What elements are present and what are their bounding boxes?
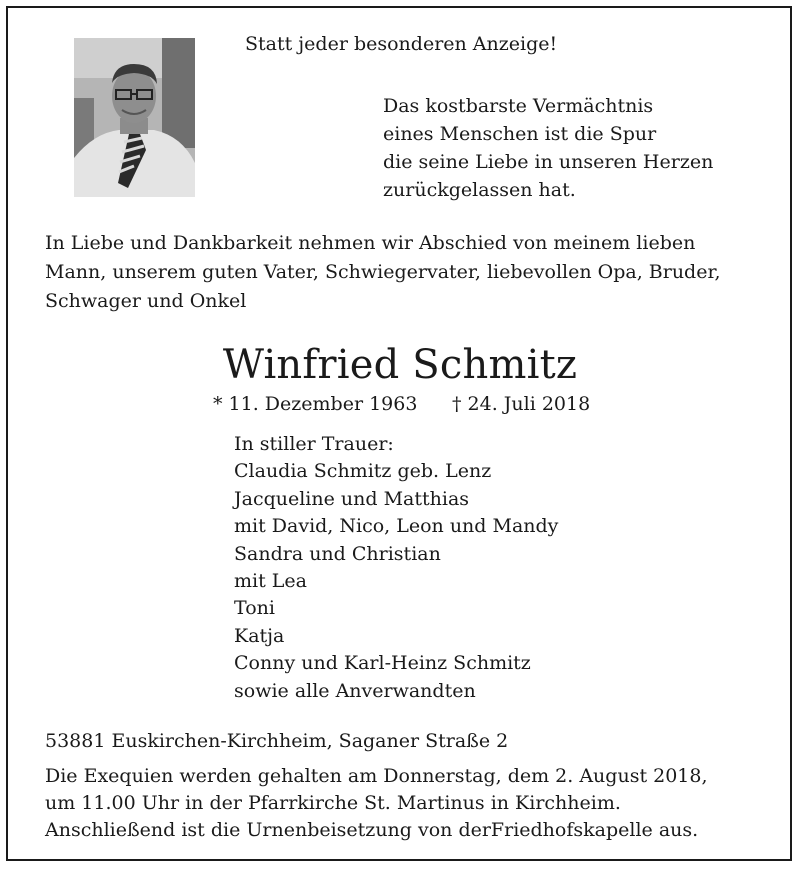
mourner-line: Conny und Karl-Heinz Schmitz xyxy=(234,652,531,675)
intro-line: Schwager und Onkel xyxy=(45,290,247,312)
mourners-heading: In stiller Trauer: xyxy=(234,433,394,455)
portrait-photo-icon xyxy=(74,38,195,197)
address-line: 53881 Euskirchen-Kirchheim, Saganer Straße 2 xyxy=(45,730,509,752)
quote-line: die seine Liebe in unseren Herzen xyxy=(383,151,714,173)
intro-paragraph xyxy=(45,229,721,316)
funeral-line: Anschließend ist die Urnenbeisetzung von derFriedhofskapelle aus. xyxy=(45,819,699,841)
quote-line: zurückgelassen hat. xyxy=(383,179,576,201)
quote-line: eines Menschen ist die Spur xyxy=(383,123,657,145)
mourner-line: sowie alle Anverwandten xyxy=(234,679,476,702)
quote-line: Das kostbarste Vermächtnis xyxy=(383,95,654,117)
funeral-line: Die Exequien werden gehalten am Donnerstag, dem 2. August 2018, xyxy=(45,765,708,787)
deceased-name: Winfried Schmitz xyxy=(222,342,578,388)
mourner-line: Toni xyxy=(234,597,275,620)
mourner-line: Claudia Schmitz geb. Lenz xyxy=(234,460,492,483)
intro-line: In Liebe und Dankbarkeit nehmen wir Abschied von meinem lieben xyxy=(45,232,696,254)
mourner-line: Katja xyxy=(234,624,285,647)
header-line: Statt jeder besonderen Anzeige! xyxy=(245,33,558,55)
portrait-photo xyxy=(74,38,195,197)
mourner-line: mit Lea xyxy=(234,570,307,593)
birth-date: * 11. Dezember 1963 xyxy=(213,393,418,415)
death-date: † 24. Juli 2018 xyxy=(452,393,591,415)
mourner-line: Sandra und Christian xyxy=(234,542,441,565)
mourners-list xyxy=(234,431,558,705)
funeral-line: um 11.00 Uhr in der Pfarrkirche St. Martinus in Kirchheim. xyxy=(45,792,621,814)
mourner-line: mit David, Nico, Leon und Mandy xyxy=(234,515,559,538)
memorial-quote xyxy=(383,92,713,204)
mourner-line: Jacqueline und Matthias xyxy=(234,487,470,510)
funeral-details xyxy=(45,763,708,844)
intro-line: Mann, unserem guten Vater, Schwiegervater, liebevollen Opa, Bruder, xyxy=(45,261,721,283)
